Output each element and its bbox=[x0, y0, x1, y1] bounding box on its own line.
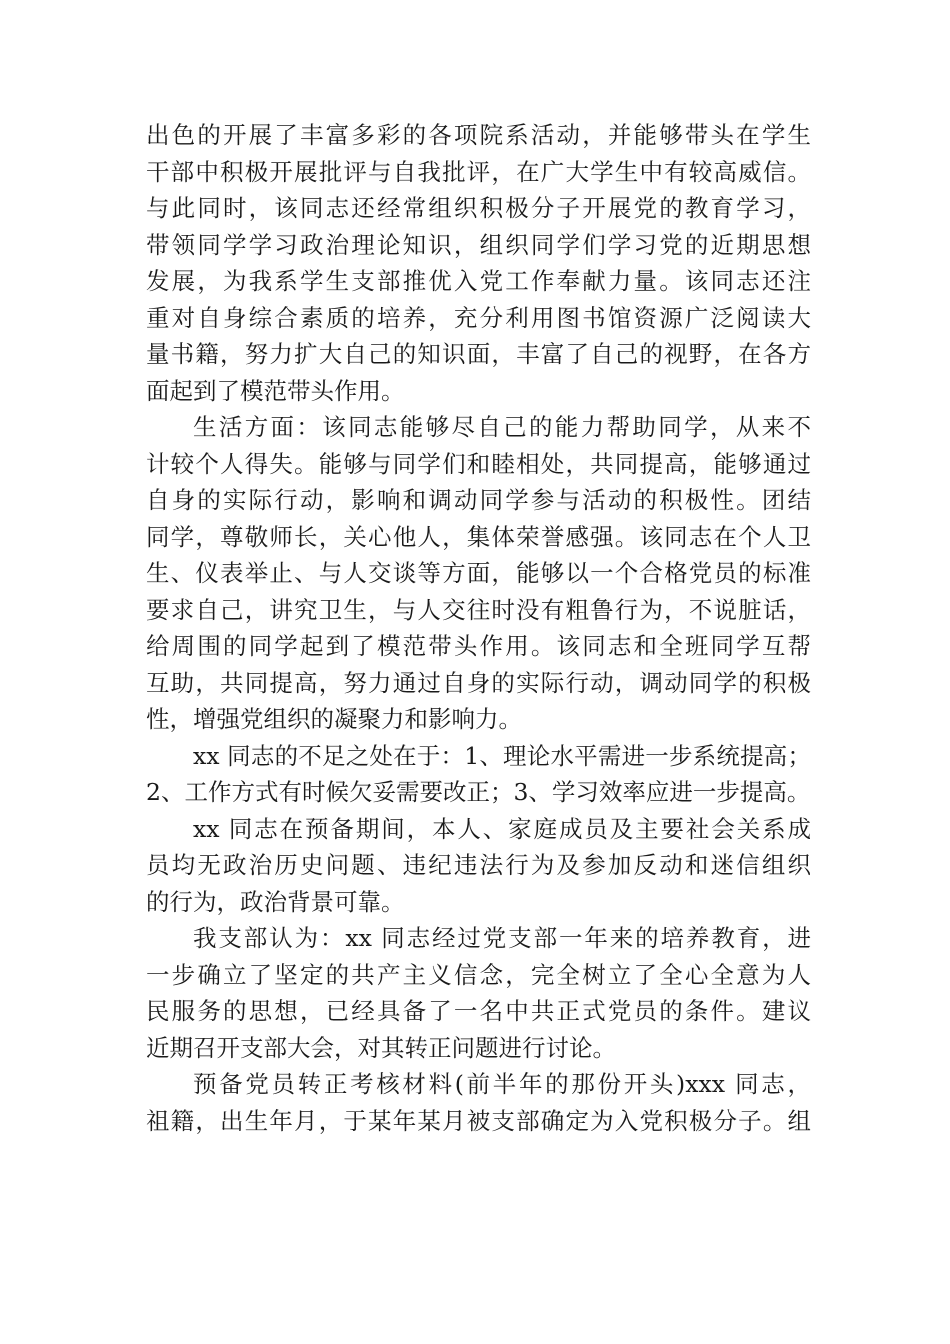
paragraph-background bbox=[146, 811, 811, 921]
text-line: 的行为，政治背景可靠。 bbox=[146, 887, 405, 916]
text-line: xx 同志的不足之处在于：1、理论水平需进一步系统提高； bbox=[193, 741, 811, 770]
text-line: 2、工作方式有时候欠妥需要改正；3、学习效率应进一步提高。 bbox=[146, 778, 811, 806]
text-line: 一步确立了坚定的共产主义信念，完全树立了全心全意为人 bbox=[146, 960, 811, 989]
text-line: 面起到了模范带头作用。 bbox=[146, 376, 405, 405]
text-line: 出色的开展了丰富多彩的各项院系活动，并能够带头在学生 bbox=[146, 121, 811, 149]
text-line: 互助，共同提高，努力通过自身的实际行动，调动同学的积极 bbox=[146, 668, 811, 697]
text-line: 量书籍，努力扩大自己的知识面，丰富了自己的视野，在各方 bbox=[146, 340, 811, 368]
text-line: 给周围的同学起到了模范带头作用。该同志和全班同学互帮 bbox=[146, 632, 811, 660]
paragraph-conclusion bbox=[146, 920, 811, 1066]
text-line: 性，增强党组织的凝聚力和影响力。 bbox=[146, 705, 522, 733]
text-line: 我支部认为：xx 同志经过党支部一年来的培养教育，进 bbox=[193, 924, 811, 952]
text-line: 重对自身综合素质的培养，充分利用图书馆资源广泛阅读大 bbox=[146, 303, 811, 332]
text-line: 员均无政治历史问题、违纪违法行为及参加反动和迷信组织 bbox=[146, 851, 811, 879]
paragraph-next-material bbox=[146, 1066, 811, 1139]
text-line: 近期召开支部大会，对其转正问题进行讨论。 bbox=[146, 1033, 616, 1062]
text-line: 带领同学学习政治理论知识，组织同学们学习党的近期思想 bbox=[146, 230, 811, 259]
text-line: 与此同时，该同志还经常组织积极分子开展党的教育学习， bbox=[146, 194, 811, 222]
text-line: xx 同志在预备期间，本人、家庭成员及主要社会关系成 bbox=[193, 814, 811, 843]
text-line: 生活方面：该同志能够尽自己的能力帮助同学，从来不 bbox=[193, 413, 811, 441]
text-line: 自身的实际行动，影响和调动同学参与活动的积极性。团结 bbox=[146, 486, 811, 514]
text-line: 生、仪表举止、与人交谈等方面，能够以一个合格党员的标准 bbox=[146, 559, 811, 587]
text-line: 祖籍，出生年月，于某年某月被支部确定为入党积极分子。组 bbox=[146, 1106, 811, 1135]
paragraph-activities bbox=[146, 117, 811, 409]
text-line: 计较个人得失。能够与同学们和睦相处，共同提高，能够通过 bbox=[146, 449, 811, 478]
text-line: 同学，尊敬师长，关心他人，集体荣誉感强。该同志在个人卫 bbox=[146, 522, 811, 551]
document-body bbox=[146, 117, 811, 1139]
text-line: 预备党员转正考核材料(前半年的那份开头)xxx 同志， bbox=[193, 1070, 811, 1098]
text-line: 要求自己，讲究卫生，与人交往时没有粗鲁行为，不说脏话， bbox=[146, 595, 811, 624]
text-line: 干部中积极开展批评与自我批评，在广大学生中有较高威信。 bbox=[146, 157, 811, 186]
paragraph-life bbox=[146, 409, 811, 738]
text-line: 民服务的思想，已经具备了一名中共正式党员的条件。建议 bbox=[146, 997, 811, 1025]
paragraph-shortcomings bbox=[146, 738, 811, 811]
text-line: 发展，为我系学生支部推优入党工作奉献力量。该同志还注 bbox=[146, 267, 811, 295]
